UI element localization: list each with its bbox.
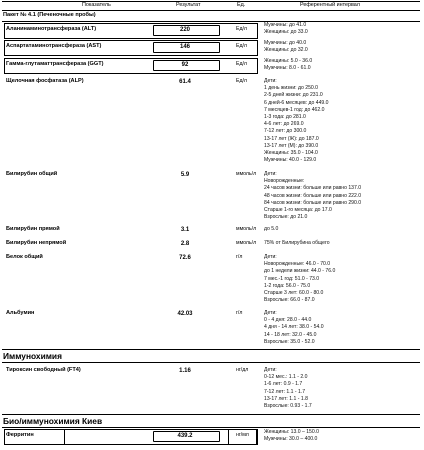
test-value-bilirubin-indirect: 2.8 bbox=[180, 241, 190, 247]
ref-range-ast: Мужчины: до 40.0 Женщины: до 32.0 bbox=[264, 40, 308, 54]
ref-range-alp: Дети: 1 день жизни: до 250.0 2-5 дней жизни: до 231.0 6 дней-6 месяцев: до 449.0 7 месяцев-1 год: до 462.0 1-3 года: до 281.0 4-6 лет: до 269.0 7-12 лет: до 300.0 13-17 лет (Ж): до 187.0 13-17 лет (М): до 390.0 Женщины: 35.0 - 104.0 Мужчины: 40.0 - 129.0 bbox=[264, 78, 329, 164]
test-value-ft4: 1.16 bbox=[179, 368, 191, 374]
test-unit-total-protein: г/л bbox=[236, 254, 243, 260]
ref-range-ft4: Дети: 0-12 мес.: 1.1 - 2.0 1-6 лет: 0.9 - 1.7 7-12 лет: 1.1 - 1.7 13-17 лет: 1.1 - 1.8 Взрослые: 0.93 - 1.7 bbox=[264, 367, 312, 409]
section-rule bbox=[2, 349, 420, 350]
test-name-bilirubin-direct: Билирубин прямой bbox=[6, 226, 60, 232]
test-value-ferritin: 439.2 bbox=[177, 433, 193, 439]
col-header-unit: Ед. bbox=[237, 2, 246, 8]
ref-range-ferritin: Женщины: 13.0 – 150.0 Мужчины: 30.0 – 400.0 bbox=[264, 429, 319, 443]
ref-range-ggt: Женщины: 5.0 - 36.0 Мужчины: 8.0 - 61.0 bbox=[264, 58, 313, 72]
test-name-albumin: Альбумин bbox=[6, 310, 35, 316]
section-rule bbox=[2, 414, 420, 415]
cell-divider bbox=[64, 429, 65, 444]
test-name-bilirubin-indirect: Билирубин непрямой bbox=[6, 240, 67, 246]
test-name-alp: Щелочная фосфатаза (ALP) bbox=[6, 78, 84, 84]
test-unit-bilirubin-total: ммоль/л bbox=[236, 171, 257, 177]
header-bottom-rule bbox=[2, 10, 420, 11]
ref-range-total-protein: Дети: Новорожденные: 46.0 - 70.0 до 1 недели жизни: 44.0 - 76.0 7 мес.-1 год: 51.0 - 73.0 1-2 года: 56.0 - 75.0 Старше 3 лет: 60.0 - 80.0 Взрослые: 66.0 - 87.0 bbox=[264, 254, 336, 304]
col-header-result: Результат bbox=[176, 2, 201, 8]
section-title-immunochemistry: Иммунохимия bbox=[3, 351, 62, 361]
section-title-bio-immuno-kiev: Био/иммунохимия Киев bbox=[3, 416, 103, 426]
test-value-alt: 220 bbox=[179, 27, 190, 33]
test-name-ggt: Гамма-глутаматтрансфераза (GGT) bbox=[6, 61, 104, 67]
test-value-total-protein: 72.6 bbox=[179, 255, 191, 261]
ref-range-bilirubin-total: Дети: Новорожденные: 24 часов жизни: больше или равно 137.0 48 часов жизни: больше или равно 222.0 84 часов жизни: больше или равно 290.0 Старше 1-го месяца: до 17.0 Взрослые: до 21.0 bbox=[264, 171, 362, 221]
section-rule bbox=[2, 362, 420, 363]
test-value-albumin: 42.03 bbox=[177, 311, 193, 317]
test-value-bilirubin-direct: 3.1 bbox=[180, 227, 190, 233]
test-unit-ft4: нг/дл bbox=[236, 367, 249, 373]
test-unit-ast: Ед/л bbox=[236, 43, 247, 49]
test-value-bilirubin-total: 5.9 bbox=[180, 172, 190, 178]
ref-range-albumin: Дети: 0 - 4 дня: 28.0 - 44.0 4 дня - 14 лет: 38.0 - 54.0 14 - 18 лет: 32.0 - 45.0 Взрослые: 35.0 - 52.0 bbox=[264, 310, 324, 345]
test-unit-ggt: Ед/л bbox=[236, 61, 247, 67]
test-name-total-protein: Белок общий bbox=[6, 254, 43, 260]
package-rule bbox=[2, 21, 420, 22]
test-unit-ferritin: нг/мл bbox=[236, 432, 249, 438]
test-value-ggt: 92 bbox=[181, 62, 189, 68]
ref-range-bilirubin-direct: до 5.0 bbox=[264, 226, 279, 232]
test-name-ft4: Тироксин свободный (FT4) bbox=[6, 367, 81, 373]
ref-range-bilirubin-indirect: 75% от Билирубина общего bbox=[264, 240, 330, 246]
test-name-ferritin: Ферритин bbox=[6, 432, 34, 438]
col-header-ref: Референтный интервал bbox=[300, 2, 360, 8]
test-name-ast: Аспартатаминотрансфераза (AST) bbox=[6, 43, 102, 49]
test-unit-alt: Ед/л bbox=[236, 26, 247, 32]
package-title: Пакет № 4.1 (Печеночные пробы) bbox=[3, 12, 96, 18]
test-value-alp: 61.4 bbox=[179, 79, 191, 85]
test-unit-alp: Ед/л bbox=[236, 78, 247, 84]
section-rule bbox=[2, 427, 420, 428]
cell-divider bbox=[256, 429, 257, 444]
cell-divider bbox=[228, 429, 229, 444]
test-name-bilirubin-total: Билирубин общий bbox=[6, 171, 58, 177]
test-name-alt: Аланинаминотрансфераза (ALT) bbox=[6, 26, 97, 32]
test-unit-albumin: г/л bbox=[236, 310, 243, 316]
col-header-indicator: Показатель bbox=[82, 2, 111, 8]
ref-range-alt: Мужчины: до 41.0 Женщины: до 33.0 bbox=[264, 22, 308, 36]
test-unit-bilirubin-indirect: ммоль/л bbox=[236, 240, 257, 246]
test-value-ast: 146 bbox=[179, 44, 190, 50]
test-unit-bilirubin-direct: ммоль/л bbox=[236, 226, 257, 232]
